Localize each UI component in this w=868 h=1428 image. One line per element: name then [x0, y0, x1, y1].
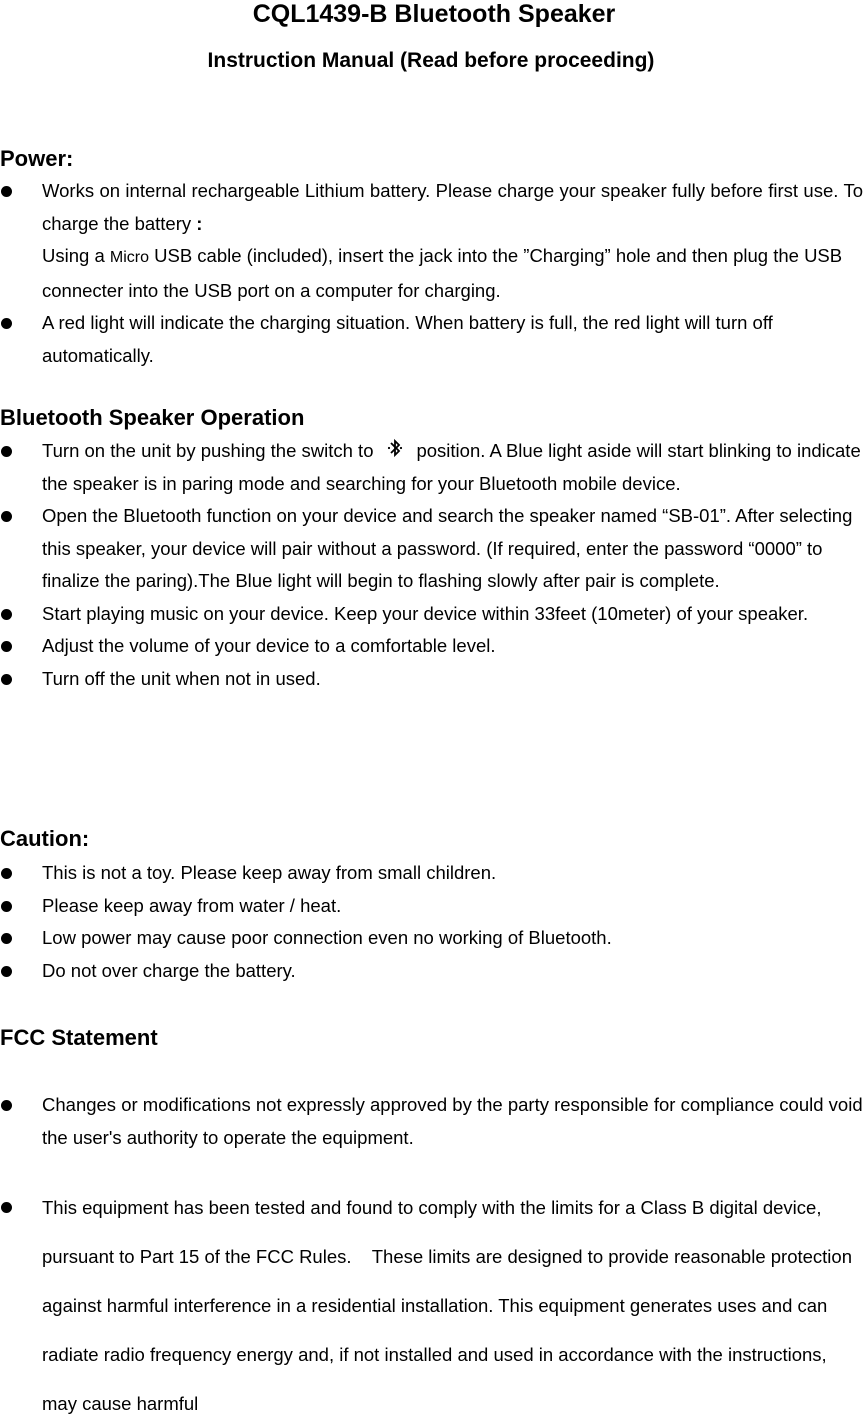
caution-heading: Caution: [0, 826, 90, 851]
bluetooth-heading: Bluetooth Speaker Operation [0, 405, 305, 430]
bullet-icon [1, 446, 12, 457]
list-item [0, 890, 863, 923]
bullet-icon [1, 901, 12, 912]
item-text: Adjust the volume of your device to a comfortable level. [42, 635, 496, 656]
micro-label: Micro [109, 249, 149, 266]
bullet-icon [1, 511, 12, 522]
list-item [0, 598, 863, 631]
list-item [0, 955, 863, 988]
item-text: Do not over charge the battery. [42, 959, 296, 981]
document-subtitle: Instruction Manual (Read before proceeding) [207, 49, 655, 72]
list-item [0, 663, 863, 696]
document-title: CQL1439-B Bluetooth Speaker [252, 0, 616, 28]
list-item [0, 630, 863, 663]
item-text: Changes or modifications not expressly approved by the party responsible for compliance could void the user's authority to operate the equipment. [42, 1094, 863, 1148]
item-text: Works on internal rechargeable Lithium battery. Please charge your speaker fully before first use. To charge the battery : [42, 180, 863, 234]
item-text: Open the Bluetooth function on your device and search the speaker named “SB-01”. After selecting this speaker, your device will pair without a password. (If required, enter the password “0000” to finalize the paring).The Blue light will begin to flashing slowly after pair is complete. [42, 505, 853, 591]
item-text: Using a Micro USB cable (included), insert the jack into the ”Charging” hole and then plug the USB connecter into the USB port on a computer for charging. [42, 245, 843, 301]
list-item [0, 1089, 863, 1154]
list-item [0, 1183, 863, 1428]
item-text: A red light will indicate the charging situation. When battery is full, the red light will turn off automatically. [42, 312, 773, 366]
bullet-icon [1, 933, 12, 944]
fcc-heading: FCC Statement [0, 1025, 158, 1050]
list-item [0, 500, 863, 598]
bullet-icon [1, 1202, 12, 1213]
item-text: Turn off the unit when not in used. [42, 667, 321, 689]
item-text: This equipment has been tested and found to comply with the limits for a Class B digital device, pursuant to Part 15 of the FCC Rules. These limits are designed to provide reasonable protection against harmful interference in a residential installation. This equipment generates uses and can radiate radio frequency energy and, if not installed and used in accordance with the instructions, may cause harmful [42, 1197, 858, 1414]
bullet-icon [1, 868, 12, 879]
power-list [0, 175, 863, 372]
bullet-icon [1, 674, 12, 685]
bluetooth-icon [387, 438, 403, 460]
list-item: Turn on the unit by pushing the switch to position. A Blue light aside will start blinking to indicate the speaker is in paring mode and searching for your Bluetooth mobile device. [0, 435, 863, 500]
list-item [0, 922, 863, 955]
bullet-icon [1, 186, 12, 197]
power-heading: Power: [0, 146, 74, 171]
bullet-icon [1, 318, 12, 329]
item-text: Low power may cause poor connection even no working of Bluetooth. [42, 927, 612, 948]
list-item [0, 175, 863, 307]
caution-list [0, 857, 863, 987]
bullet-icon [1, 609, 12, 620]
bullet-icon [1, 1100, 12, 1111]
item-text: Please keep away from water / heat. [42, 894, 342, 916]
item-text: Start playing music on your device. Keep your device within 33feet (10meter) of your speaker. [42, 602, 809, 624]
bluetooth-list [0, 435, 863, 695]
bullet-icon [1, 641, 12, 652]
fcc-list-compliance [0, 1183, 863, 1428]
list-item [0, 857, 863, 890]
item-text: This is not a toy. Please keep away from small children. [42, 862, 497, 883]
list-item [0, 307, 863, 372]
bullet-icon [1, 966, 12, 977]
fcc-list-changes [0, 1089, 863, 1154]
